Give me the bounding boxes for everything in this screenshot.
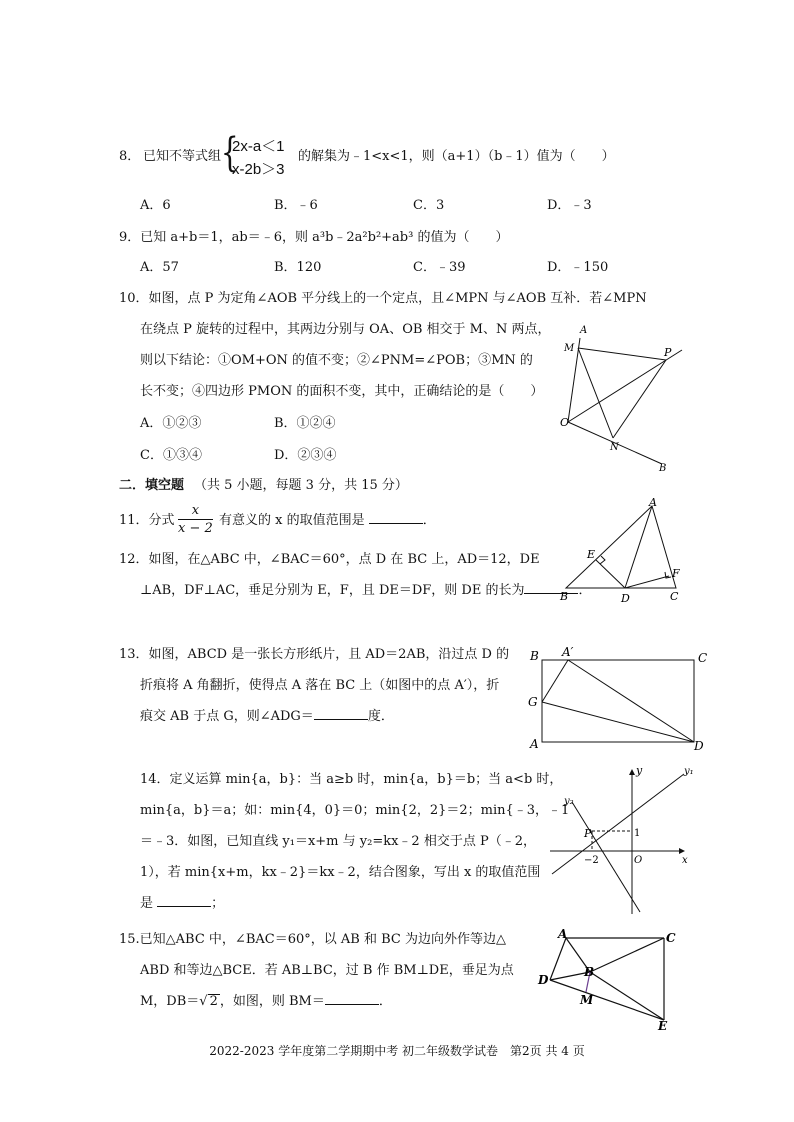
q13-line-1: 13．如图，ABCD 是一张长方形纸片，且 AD＝2AB，沿过点 D 的 [119,647,510,662]
q12-label-f: F [672,567,680,580]
q10-line-1: 10．如图，点 P 为定角∠AOB 平分线上的一个定点，且∠MPN 与∠AOB 互补．若∠MPN [119,291,647,306]
q12-right-angle-e [600,556,605,564]
q14-label-y1: y₁ [684,766,694,777]
q13-label-b: B [530,649,539,663]
q13-answer-blank [314,707,368,720]
q14-line-3: ＝﹣3．如图，已知直线 y₁＝x+m 与 y₂=kx﹣2 相交于点 P（﹣2， [140,834,536,849]
q10-option-d: D．②③④ [274,448,337,463]
q13-label-g: G [528,695,538,709]
q14-label-one: 1 [634,828,641,839]
q14-label-p: P [584,827,592,840]
q11-prefix: 11．分式 [119,513,175,528]
q10-label-o: O [560,416,570,429]
q15-sqrt-value: 2 [209,994,218,1009]
q14-label-minus-two: −2 [584,855,599,866]
q9-text: 9．已知 a+b＝1，ab＝﹣6，则 a³b﹣2a²b²+ab³ 的值为（ ） [119,230,509,245]
q13-line-3-text: 痕交 AB 于点 G，则∠ADG＝ [140,709,314,724]
q11-suffix-text: 有意义的 x 的取值范围是 [219,513,365,528]
q8-prefix: 已知不等式组 [143,149,222,164]
q15-line-be [590,972,664,1020]
q12-figure [556,496,694,604]
q14-label-x-axis: x [682,855,688,866]
q10-option-a: A．①②③ [140,416,202,431]
q10-line-3: 则以下结论：①OM+ON 的值不变；②∠PNM=∠POB；③MN 的 [140,353,533,368]
q15-line-ad [550,938,566,980]
q10-label-a: A [580,325,588,336]
q8-option-b: B．﹣6 [274,198,318,213]
q8-inequality-2: x-2b＞3 [232,161,285,178]
q12-line-df [625,576,669,588]
q13-label-d: D [694,739,704,753]
q10-label-b: B [659,463,667,474]
q9-option-b: B．120 [274,260,322,275]
section-2-note: （共 5 小题，每题 3 分，共 15 分） [194,478,408,493]
q13-line-ad [568,660,694,742]
q15-label-e: E [658,1019,668,1033]
q8-option-d: D．﹣3 [547,198,592,213]
q12-label-e: E [587,548,596,561]
q13-fold-gd [542,702,694,742]
q14-line-5 [140,890,224,918]
q12-line-2-text: ⊥AB，DF⊥AC，垂足分别为 E，F，且 DE＝DF，则 DE 的长为 [140,583,525,598]
q14-line-y2 [572,802,643,912]
q14-line-2: min{a，b}＝a；如：min{4，0}＝0；min{2，2}＝2；min{﹣3，﹣1 [140,803,570,818]
q11-answer-blank [369,511,423,524]
q15-sqrt-sign: √ [199,994,208,1009]
q13-rectangle [542,660,694,742]
q15-line-1: 15.已知△ABC 中，∠BAC＝60°，以 AB 和 BC 为边向外作等边△ [119,932,506,947]
q15-end: ． [378,994,392,1009]
q10-line-pn [613,360,666,438]
q15-post: ，如图，则 BM＝ [219,994,325,1009]
q12-label-a: A [649,496,657,509]
q14-figure [548,764,696,916]
q10-option-b: B．①②④ [274,416,336,431]
q10-line-mp [578,348,666,360]
q13-label-c: C [698,651,708,665]
q14-label-y-axis: y [636,764,643,777]
q10-label-n: N [610,442,619,453]
q10-figure [558,324,688,474]
q15-line-bc [590,938,664,972]
q15-label-c: C [666,931,676,945]
q15-line-3-text: M，DB＝ [140,994,200,1009]
q11-end: ． [422,513,436,528]
q12-triangle-abc [566,506,676,588]
q11-fraction [178,503,213,538]
q11-fraction-numerator: x [178,503,213,520]
q8-option-a: A．6 [140,198,171,213]
q14-label-y2: y₂ [564,796,574,807]
q13-line-ga [542,660,568,702]
q8-number: 8． [119,149,141,164]
q9-option-c: C．﹣39 [413,260,466,275]
q9-option-a: A．57 [140,260,179,275]
q10-line-4: 长不变；④四边形 PMON 的面积不变，其中，正确结论的是（ ） [140,384,544,399]
q15-label-d: D [538,973,549,987]
q13-label-a: A [530,737,539,751]
q14-line-1: 14．定义运算 min{a，b}：当 a≥b 时，min{a，b}＝b；当 a<b 时， [140,772,563,787]
q12-line-2 [140,577,592,605]
q13-figure [524,644,714,754]
q14-line-4: 1），若 min{x+m，kx﹣2}＝kx﹣2，结合图象，写出 x 的取值范围 [140,865,541,880]
q9-option-d: D．﹣150 [547,260,609,275]
q13-unit: 度． [367,709,394,724]
section-2-title: 二．填空题 [119,478,185,493]
q13-line-2: 折痕将 A 角翻折，使得点 A 落在 BC 上（如图中的点 A′），折 [140,678,500,693]
q14-end: ； [211,896,225,911]
q12-right-angle-f [665,572,671,578]
page-footer: 2022-2023 学年度第二学期期中考 初二年级数学试卷 第2页 共 4 页 [209,1044,585,1058]
q12-label-b: B [560,590,569,603]
q12-line-1: 12．如图，在△ABC 中，∠BAC＝60°，点 D 在 BC 上，AD＝12，DE [119,552,540,567]
q10-option-c: C．①③④ [140,448,202,463]
q10-label-m: M [564,343,575,354]
q11-fraction-denominator: x − 2 [178,521,213,536]
q13-line-3 [140,703,394,731]
q14-line-y1 [552,774,684,874]
q8-suffix: 的解集为﹣1<x<1，则（a+1）（b﹣1）值为（ ） [298,149,615,164]
q12-label-c: C [670,590,679,603]
q10-line-2: 在绕点 P 旋转的过程中，其两边分别与 OA、OB 相交于 M、N 两点， [140,322,551,337]
q12-label-d: D [621,592,630,604]
q15-label-a: A [558,927,568,941]
q15-answer-blank [325,992,379,1005]
q10-label-p: P [664,346,672,359]
q8-brace: { [220,130,239,176]
q15-line-de [550,980,664,1020]
q15-figure [536,924,688,1034]
q11-suffix [219,507,436,535]
q15-label-m: M [580,993,594,1007]
q8-inequality-1: 2x-a＜1 [232,138,285,155]
q14-line-5-text: 是 [140,896,154,911]
q13-label-a-prime: A′ [562,645,574,659]
q12-end: ． [578,583,592,598]
q14-answer-blank [157,894,211,907]
q14-label-origin: O [634,855,643,866]
q10-line-mn [578,348,613,438]
q8-option-c: C．3 [413,198,445,213]
q15-line-3 [140,988,392,1016]
q15-line-2: ABD 和等边△BCE．若 AB⊥BC，过 B 作 BM⊥DE，垂足为点 [140,963,514,978]
q15-label-b: B [584,965,595,979]
